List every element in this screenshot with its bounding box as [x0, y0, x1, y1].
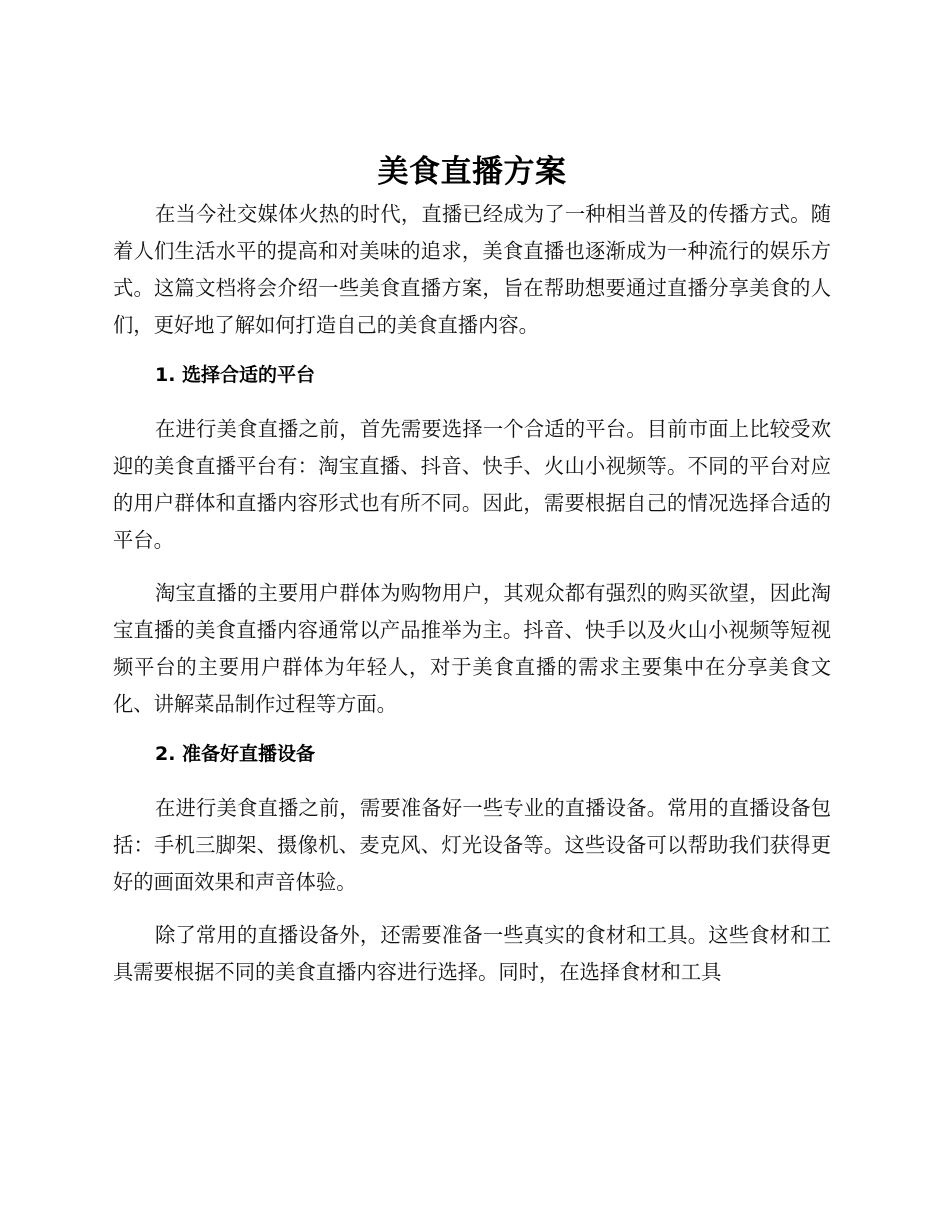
- section-paragraph: 在进行美食直播之前，首先需要选择一个合适的平台。目前市面上比较受欢迎的美食直播平台有：淘宝直播、抖音、快手、火山小视频等。不同的平台对应的用户群体和直播内容形式也有所不同。因此，需要根据自己的情况选择合适的平台。: [113, 417, 831, 552]
- document-body: [113, 148, 831, 991]
- section-heading-equipment: 2. 准备好直播设备: [155, 743, 316, 765]
- section-heading-platform: 1. 选择合适的平台: [155, 364, 316, 386]
- document-title: 美食直播方案: [377, 154, 567, 190]
- section-paragraph: 在进行美食直播之前，需要准备好一些专业的直播设备。常用的直播设备包括：手机三脚架、摄像机、麦克风、灯光设备等。这些设备可以帮助我们获得更好的画面效果和声音体验。: [113, 796, 831, 894]
- section-paragraph: 淘宝直播的主要用户群体为购物用户，其观众都有强烈的购买欲望，因此淘宝直播的美食直播内容通常以产品推举为主。抖音、快手以及火山小视频等短视频平台的主要用户群体为年轻人，对于美食直播的需求主要集中在分享美食文化、讲解菜品制作过程等方面。: [113, 581, 831, 716]
- intro-paragraph: 在当今社交媒体火热的时代，直播已经成为了一种相当普及的传播方式。随着人们生活水平的提高和对美味的追求，美食直播也逐渐成为一种流行的娱乐方式。这篇文档将会介绍一些美食直播方案，旨在帮助想要通过直播分享美食的人们，更好地了解如何打造自己的美食直播内容。: [113, 202, 831, 337]
- section-paragraph: 除了常用的直播设备外，还需要准备一些真实的食材和工具。这些食材和工具需要根据不同的美食直播内容进行选择。同时，在选择食材和工具: [113, 923, 831, 984]
